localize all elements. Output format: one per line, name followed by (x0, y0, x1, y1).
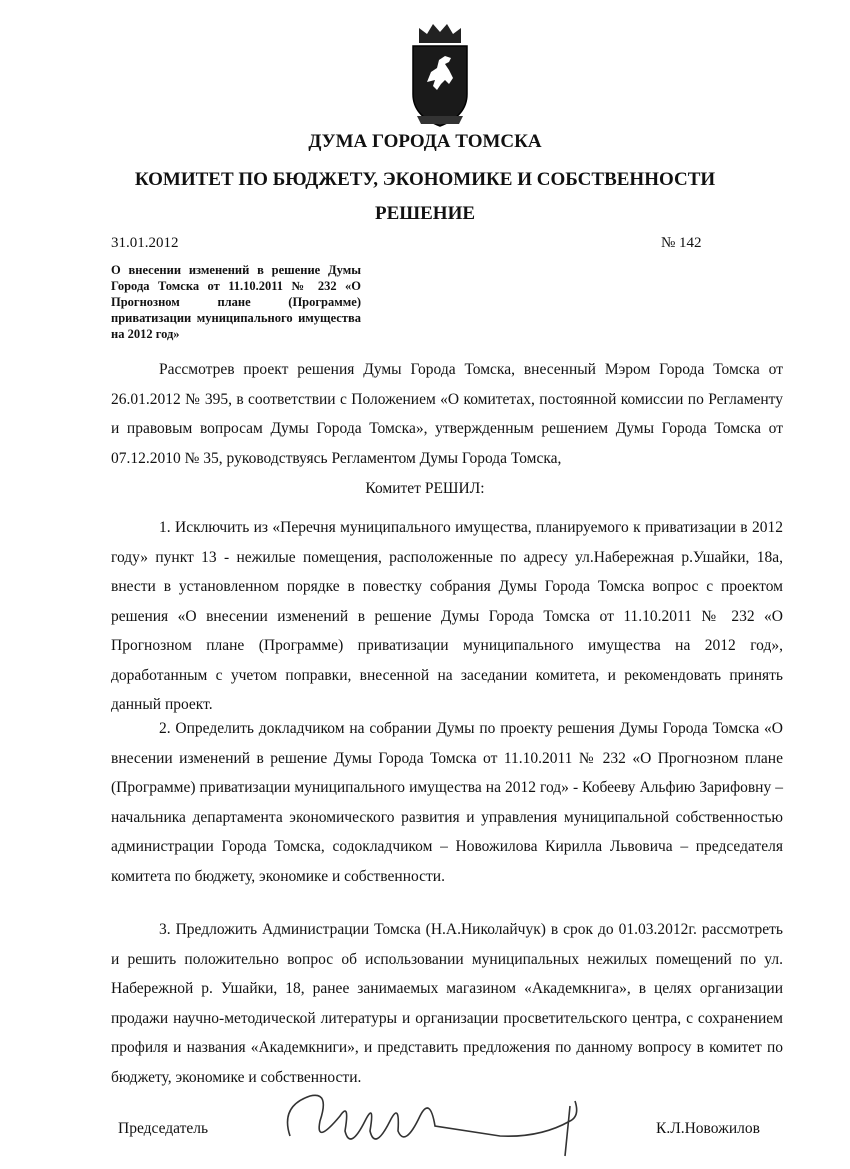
signatory-name: К.Л.Новожилов (656, 1120, 760, 1137)
organization-title: ДУМА ГОРОДА ТОМСКА (308, 131, 542, 152)
decision-item-3: 3. Предложить Администрации Томска (Н.А.Николайчук) в срок до 01.03.2012г. рассмотреть и решить положительно вопрос об использовании муниципальных нежилых помещений по ул. Набережной р. Ушайки, 18, ранее занимаемых магазином «Академкнига», в целях организации продажи научно-методической литературы и организации просветительского центра, с сохранением профиля и названия «Академкниги», и представить предложения по данному вопросу в комитет по бюджету, экономике и собственности. (111, 921, 783, 1086)
decision-item-2: 2. Определить докладчиком на собрании Думы по проекту решения Думы Города Томска «О внесении изменений в решение Думы Города Томска от 11.10.2011 № 232 «О Прогнозном плане (Программе) приватизации муниципального имущества на 2012 год» - Кобееву Альфию Зарифовну – начальника департамента экономического развития и управления муниципальной собственностью администрации Города Томска, содокладчиком – Новожилова Кирилла Львовича – председателя комитета по бюджету, экономике и собственности. (111, 720, 783, 885)
resolved-heading: Комитет РЕШИЛ: (365, 480, 485, 497)
intro-paragraph: Рассмотрев проект решения Думы Города Томска, внесенный Мэром Города Томска от 26.01.2012 № 395, в соответствии с Положением «О комитетах, постоянной комиссии по Регламенту и правовым вопросам Думы Города Томска», утвержденным решением Думы Города Томска от 07.12.2010 № 35, руководствуясь Регламентом Думы Города Томска, (111, 361, 783, 467)
document-type-heading: РЕШЕНИЕ (374, 203, 476, 224)
document-date: 31.01.2012 (111, 235, 179, 251)
decision-item-1: 1. Исключить из «Перечня муниципального имущества, планируемого к приватизации в 2012 году» пункт 13 - нежилые помещения, расположенные по адресу ул.Набережная р.Ушайки, 18а, внести в установленном порядке в повестку собрания Думы Города Томска вопрос с проектом решения «О внесении изменений в решение Думы Города Томска от 11.10.2011 № 232 «О Прогнозном плане (Программе) приватизации муниципального имущества на 2012 год», доработанным с учетом поправки, внесенной на заседании комитета, и рекомендовать принять данный проект. (111, 519, 783, 713)
document-subject: О внесении изменений в решение Думы Города Томска от 11.10.2011 № 232 «О Прогнозном плане (Программе) приватизации муниципального имущества на 2012 год» (111, 263, 361, 341)
committee-title: КОМИТЕТ ПО БЮДЖЕТУ, ЭКОНОМИКЕ И СОБСТВЕННОСТИ (134, 169, 716, 190)
document-number: № 142 (661, 235, 702, 251)
signature-title: Председатель (118, 1120, 209, 1137)
handwritten-signature (270, 1076, 610, 1166)
tomsk-coat-of-arms-icon (405, 20, 475, 132)
